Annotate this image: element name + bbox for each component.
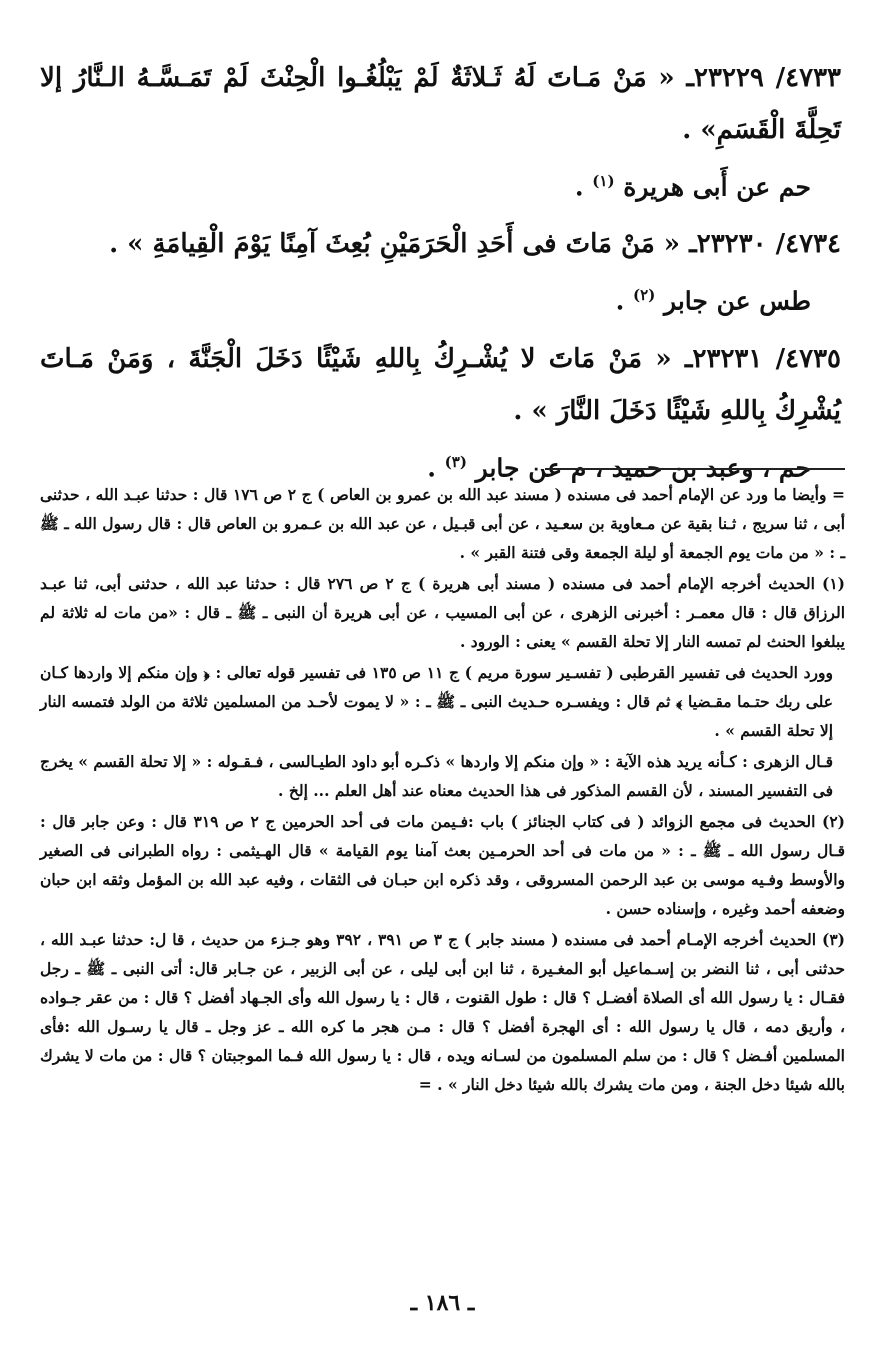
footnote-ref[interactable]: (١) [592,172,615,190]
footnote-1-continued: قـال الزهرى : كـأنه يريد هذه الآية : « وإن منكم إلا واردها » ذكـره أبو داود الطيـالسى ، فـقـوله : « إلا تحلة القسم » يخرج فى التفسير المسند ، لأن القسم المذكور فى هذا الحديث معناه عند أهل العلم ... إلخ . [40,752,833,800]
footnote-continued: = وأيضا ما ورد عن الإمام أحمد فى مسنده ( مسند عبد الله بن عمرو بن العاص ) ج ٢ ص ١٧٦ قال : حدثنا عبـد الله ، حدثنى أبى ، ثنا سريج ، ثـنا بقية عن مـعاوية بن سعـيد ، عن أبى قبـيل ، عن عبد الله بن عـمرو بن العاص قال : قال رسول الله ـ ﷺ ـ : « من مات يوم الجمعة أو ليلة الجمعة وقى فتنة القبر » . [40,485,845,562]
hadith-4735 [40,333,841,437]
hadith-4734 [40,218,841,270]
footnotes [40,480,845,1101]
footnote-1-continued: وورد الحديث فى تفسير القرطبى ( تفسـير سورة مريم ) ج ١١ ص ١٣٥ فى تفسير قوله تعالى : ﴿ وإن منكم إلا واردها كـان على ربك حتـما مقـضيا ﴾ ثم قال : ويفسـره حـديث النبى ـ ﷺ ـ : « لا يموت لأحـد من المسلمين ثلاثة من الولد فتمسه النار إلا تحلة القسم » . [40,663,833,740]
main-text [40,52,841,499]
hadith-number: ٤٧٣٥/ ٢٣٢٣١ـ [684,343,841,374]
hadith-text: « مَنْ مَاتَ لا يُشْـرِكُ بِاللهِ شَيْئًا دَخَلَ الْجَنَّةَ ، وَمَنْ مَـاتَ يُشْرِكُ بِاللهِ شَيْئًا دَخَلَ النَّارَ » . [40,343,841,426]
hadith-number: ٤٧٣٣/ ٢٣٢٢٩ـ [686,63,841,93]
footnote-1: (١) الحديث أخرجه الإمام أحمد فى مسنده ( مسند أبى هريرة ) ج ٢ ص ٢٧٦ قال : حدثنا عبد الله ، حدثنى أبى، ثنا عبـد الرزاق قال : قال معمـر : أخبرنى الزهرى ، عن أبى المسيب ، عن أبى هريرة أن النبى ـ ﷺ ـ قال : «من مات له ثلاثة لم يبلغوا الحنث لم تمسه النار إلا تحلة القسم » يعنى : الورود . [40,574,846,651]
hadith-source: حم عن أَبى هريرة $^{(١)}$ . [574,172,811,202]
hadith-text: « مَنْ مَاتَ فى أَحَدِ الْحَرَمَيْنِ بُعِثَ آمِنًا يَوْمَ الْقِيامَةِ » . [109,229,681,260]
hadith-4733 [40,52,841,156]
hadith-text: « مَنْ مَـاتَ لَهُ ثَـلاثَةٌ لَمْ يَبْلُغُـوا الْحِنْثَ لَمْ تَمَـسَّـهُ الـنَّارُ إلا تَحِلَّةَ الْقَسَمِ» . [40,63,841,145]
footnote-divider [545,468,845,470]
hadith-source: حم ، وعبد بن حميد ، م عن جابر $^{(٣)}$ . [427,452,811,482]
footnote-2: (٢) الحديث فى مجمع الزوائد ( فى كتاب الجنائز ) باب :فـيمن مات فى أحد الحرمين ج ٢ ص ٣١٩ قال : وعن جابر قال : قـال رسول الله ـ ﷺ ـ : « من مات فى أحد الحرمـين بعث آمنا يوم القيامة » قال الهـيثمى : رواه الطبرانى فى الصغير والأوسط وفـيه موسى بن عبد الرحمن المسروقى ، وقد ذكره ابن حبـان فى الثقات ، وفيه عبد الله بن المؤمل وثقه ابن حبان وضعفه أحمد وغيره ، وإسناده حسن . [40,812,845,918]
hadith-source: طس عن جابر $^{(٢)}$ . [615,286,811,316]
footnote-ref[interactable]: (٣) [444,452,467,471]
page-number: ـ ١٨٦ ـ [410,1290,475,1316]
hadith-number: ٤٧٣٤/ ٢٣٢٣٠ـ [689,229,841,260]
footnote-3: (٣) الحديث أخرجه الإمـام أحمد فى مسنده ( مسند جابر ) ج ٣ ص ٣٩١ ، ٣٩٢ وهو جـزء من حديث ، قا ل: حدثنا عبـد الله ، حدثنى أبى ، ثنا النضر بن إسـماعيل أبو المغـيرة ، ثنا ابن أبى ليلى ، عن أبى الزبير ، عن جـابر قال: أتى النبى ـ ﷺ ـ رجل فقـال : يا رسول الله أى الصلاة أفضـل ؟ قال : طول القنوت ، قال : يا رسول الله وأى الجـهاد أفضل ؟ قال : من عقر جـواده ، وأريق دمه ، قال يا رسول الله : أى الهجرة أفضل ؟ قال : مـن هجر ما كره الله ـ عز وجل ـ قال يا رسـول الله :فأى المسلمين أفـضل ؟ قال : من سلم المسلمون من لسـانه ويده ، قال : يا رسول الله فـما الموجبتان ؟ قال : من مات لا يشرك بالله شيئا دخل الجنة ، ومن مات يشرك بالله شيئا دخل النار » . = [40,930,845,1094]
footnote-ref[interactable]: (٢) [633,286,656,305]
